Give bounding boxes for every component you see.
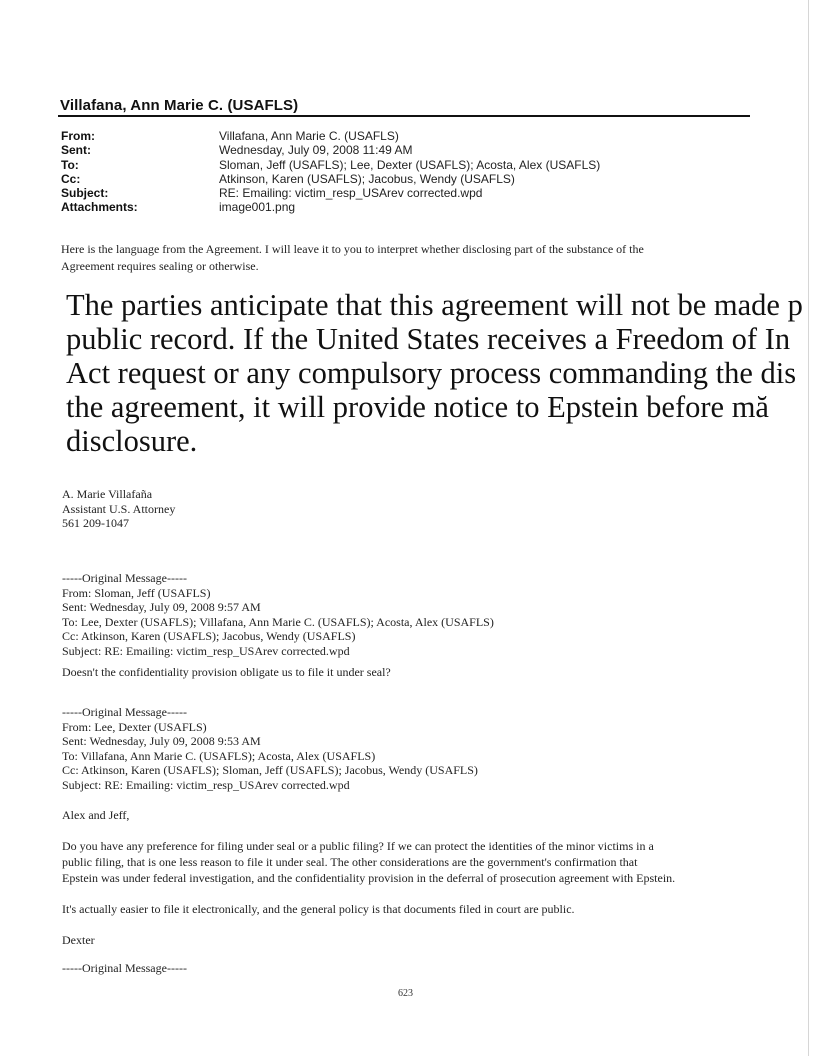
message-separator: -----Original Message----- <box>62 961 187 975</box>
meta-row-sent <box>61 143 600 157</box>
original-message-2 <box>62 705 478 793</box>
message-separator: -----Original Message----- <box>62 571 187 585</box>
signature-title: Assistant U.S. Attorney <box>62 501 176 516</box>
message-from: From: Sloman, Jeff (USAFLS) <box>62 585 211 600</box>
message-paragraph: It's actually easier to file it electronically, and the general policy is that documents filed in court are public. <box>62 902 575 916</box>
message-signoff: Dexter <box>62 933 95 947</box>
message-greeting: Alex and Jeff, <box>62 808 130 822</box>
intro-paragraph <box>61 241 761 275</box>
message-subject: Subject: RE: Emailing: victim_resp_USArev corrected.wpd <box>62 777 350 792</box>
meta-label: Subject: <box>61 186 109 201</box>
paragraph-line: Epstein was under federal investigation, and the confidentiality provision in the deferral of prosecution agreement with Epstein. <box>62 871 676 885</box>
meta-value: Atkinson, Karen (USAFLS); Jacobus, Wendy (USAFLS) <box>219 171 515 186</box>
quote-line: public record. If the United States receives a Freedom of In <box>66 322 791 356</box>
meta-row-attachments <box>61 200 600 214</box>
paragraph-line: public filing, that is one less reason to file it under seal. The other considerations are the government's confirmation that <box>62 855 638 869</box>
paragraph-line: Do you have any preference for filing under seal or a public filing? If we can protect the identities of the minor victims in a <box>62 839 654 853</box>
message-subject: Subject: RE: Emailing: victim_resp_USArev corrected.wpd <box>62 643 350 658</box>
signature-block <box>62 487 175 531</box>
meta-label: Cc: <box>61 171 81 186</box>
meta-row-subject <box>61 186 600 200</box>
meta-value: Villafana, Ann Marie C. (USAFLS) <box>219 129 399 143</box>
signature-phone: 561 209-1047 <box>62 516 129 530</box>
message-sent: Sent: Wednesday, July 09, 2008 9:53 AM <box>62 734 261 749</box>
page-edge-line <box>808 0 809 1056</box>
quote-line: Act request or any compulsory process commanding the dis <box>66 356 797 390</box>
intro-line: Agreement requires sealing or otherwise. <box>61 259 259 273</box>
meta-row-cc <box>61 172 600 186</box>
meta-row-to <box>61 158 600 172</box>
meta-value: Sloman, Jeff (USAFLS); Lee, Dexter (USAFLS); Acosta, Alex (USAFLS) <box>219 157 601 172</box>
meta-label: Sent: <box>61 143 91 158</box>
meta-label: To: <box>61 157 79 172</box>
intro-line: Here is the language from the Agreement. I will leave it to you to interpret whether disclosing part of the substance of the <box>61 242 644 256</box>
message-body: Doesn't the confidentiality provision obligate us to file it under seal? <box>62 665 391 679</box>
meta-value: Wednesday, July 09, 2008 11:49 AM <box>219 143 413 158</box>
meta-value: RE: Emailing: victim_resp_USArev corrected.wpd <box>219 186 483 201</box>
message-sent: Sent: Wednesday, July 09, 2008 9:57 AM <box>62 600 261 615</box>
message-separator: -----Original Message----- <box>62 705 187 719</box>
page-number: 623 <box>398 988 413 999</box>
message-cc: Cc: Atkinson, Karen (USAFLS); Sloman, Jeff (USAFLS); Jacobus, Wendy (USAFLS) <box>62 763 478 778</box>
quote-line: The parties anticipate that this agreement will not be made p <box>66 288 803 322</box>
attachment-name: image001.png <box>219 200 296 215</box>
message-from: From: Lee, Dexter (USAFLS) <box>62 719 207 734</box>
message-to: To: Lee, Dexter (USAFLS); Villafana, Ann Marie C. (USAFLS); Acosta, Alex (USAFLS) <box>62 614 494 629</box>
signature-name: A. Marie Villafaña <box>62 487 153 501</box>
message-cc: Cc: Atkinson, Karen (USAFLS); Jacobus, Wendy (USAFLS) <box>62 629 356 644</box>
meta-row-from <box>61 129 600 143</box>
email-header-block <box>61 129 600 215</box>
quote-line: the agreement, it will provide notice to Epstein before mă <box>66 390 769 424</box>
message-to: To: Villafana, Ann Marie C. (USAFLS); Acosta, Alex (USAFLS) <box>62 748 376 763</box>
original-message-1 <box>62 571 494 659</box>
quoted-agreement-image <box>66 288 808 458</box>
message-paragraph <box>62 838 767 886</box>
meta-label: From: <box>61 129 95 143</box>
quote-line: disclosure. <box>66 424 198 458</box>
meta-label: Attachments: <box>61 200 138 215</box>
mailbox-owner-name: Villafana, Ann Marie C. (USAFLS) <box>60 97 299 114</box>
header-rule <box>58 115 750 117</box>
